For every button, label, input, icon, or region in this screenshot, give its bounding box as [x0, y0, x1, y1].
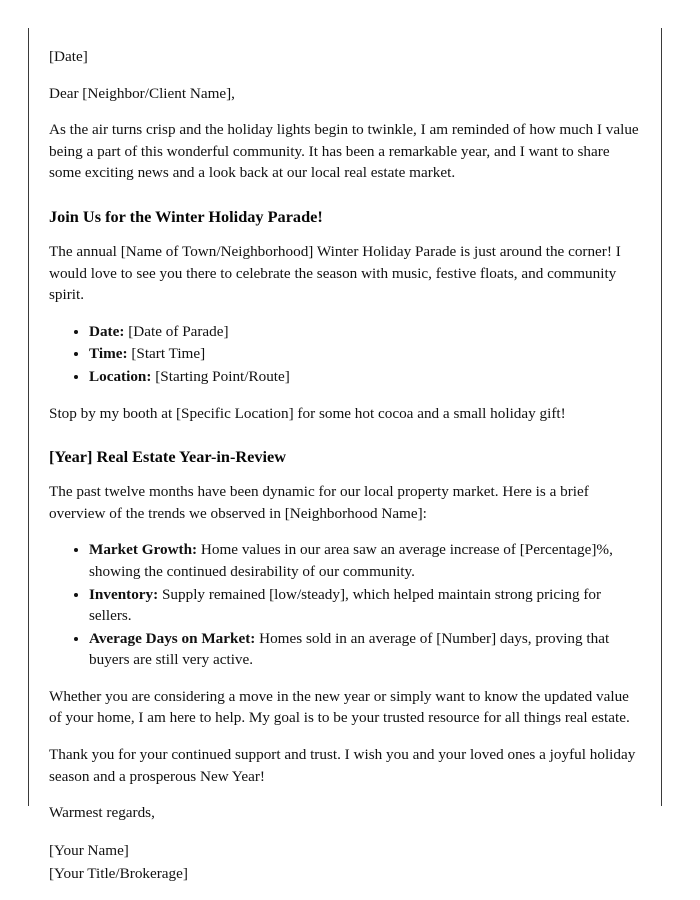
document-body [49, 46, 641, 883]
point-label: Market Growth: [89, 541, 198, 559]
signature-name: [Your Name] [49, 841, 129, 859]
detail-value: [Start Time] [127, 345, 206, 363]
point-value: Supply remained [low/steady], which helped maintain strong pricing for sellers. [89, 585, 602, 625]
signature-block [49, 802, 641, 883]
detail-value: [Date of Parade] [124, 322, 229, 340]
intro-paragraph: As the air turns crisp and the holiday lights begin to twinkle, I am reminded of how much I value being a part of this wonderful community. It has been a remarkable year, and I want to share some exciting news and a look back at our local real estate market. [49, 121, 639, 182]
parade-paragraph: The annual [Name of Town/Neighborhood] Winter Holiday Parade is just around the corner! I would love to see you there to celebrate the season with music, festive floats, and community spirit. [49, 243, 621, 304]
parade-heading: Join Us for the Winter Holiday Parade! [49, 206, 323, 226]
review-heading: [Year] Real Estate Year-in-Review [49, 447, 287, 467]
point-value: Homes sold in an average of [Number] days, proving that buyers are still very active. [89, 629, 610, 669]
booth-paragraph: Stop by my booth at [Specific Location] for some hot cocoa and a small holiday gift! [49, 404, 566, 422]
detail-label: Time: [89, 345, 128, 363]
closing-paragraph: Whether you are considering a move in the new year or simply want to know the updated value of your home, I am here to help. My goal is to be your trusted resource for all things real estate. [49, 687, 630, 727]
signature-title: [Your Title/Brokerage] [49, 865, 188, 883]
parade-details-list [49, 321, 641, 388]
list-item [89, 584, 641, 627]
detail-value: [Starting Point/Route] [151, 367, 290, 385]
list-item [89, 628, 641, 671]
detail-label: Location: [89, 367, 152, 385]
sign-off: Warmest regards, [49, 804, 155, 822]
list-item [89, 366, 641, 388]
document-sheet [28, 28, 662, 883]
detail-label: Date: [89, 322, 125, 340]
list-item [89, 321, 641, 343]
point-label: Inventory: [89, 585, 159, 603]
market-points-list [49, 539, 641, 670]
point-label: Average Days on Market: [89, 629, 256, 647]
date-line: [Date] [49, 48, 88, 65]
salutation: Dear [Neighbor/Client Name], [49, 84, 235, 102]
review-paragraph: The past twelve months have been dynamic for our local property market. Here is a brief overview of the trends we observed in [Neighborhood Name]: [49, 483, 589, 522]
thanks-paragraph: Thank you for your continued support and trust. I wish you and your loved ones a joyful holiday season and a prosperous New Year! [49, 746, 636, 785]
point-value: Home values in our area saw an average increase of [Percentage]%, showing the continued desirability of our community. [89, 541, 613, 581]
list-item [89, 539, 641, 582]
list-item [89, 343, 641, 365]
